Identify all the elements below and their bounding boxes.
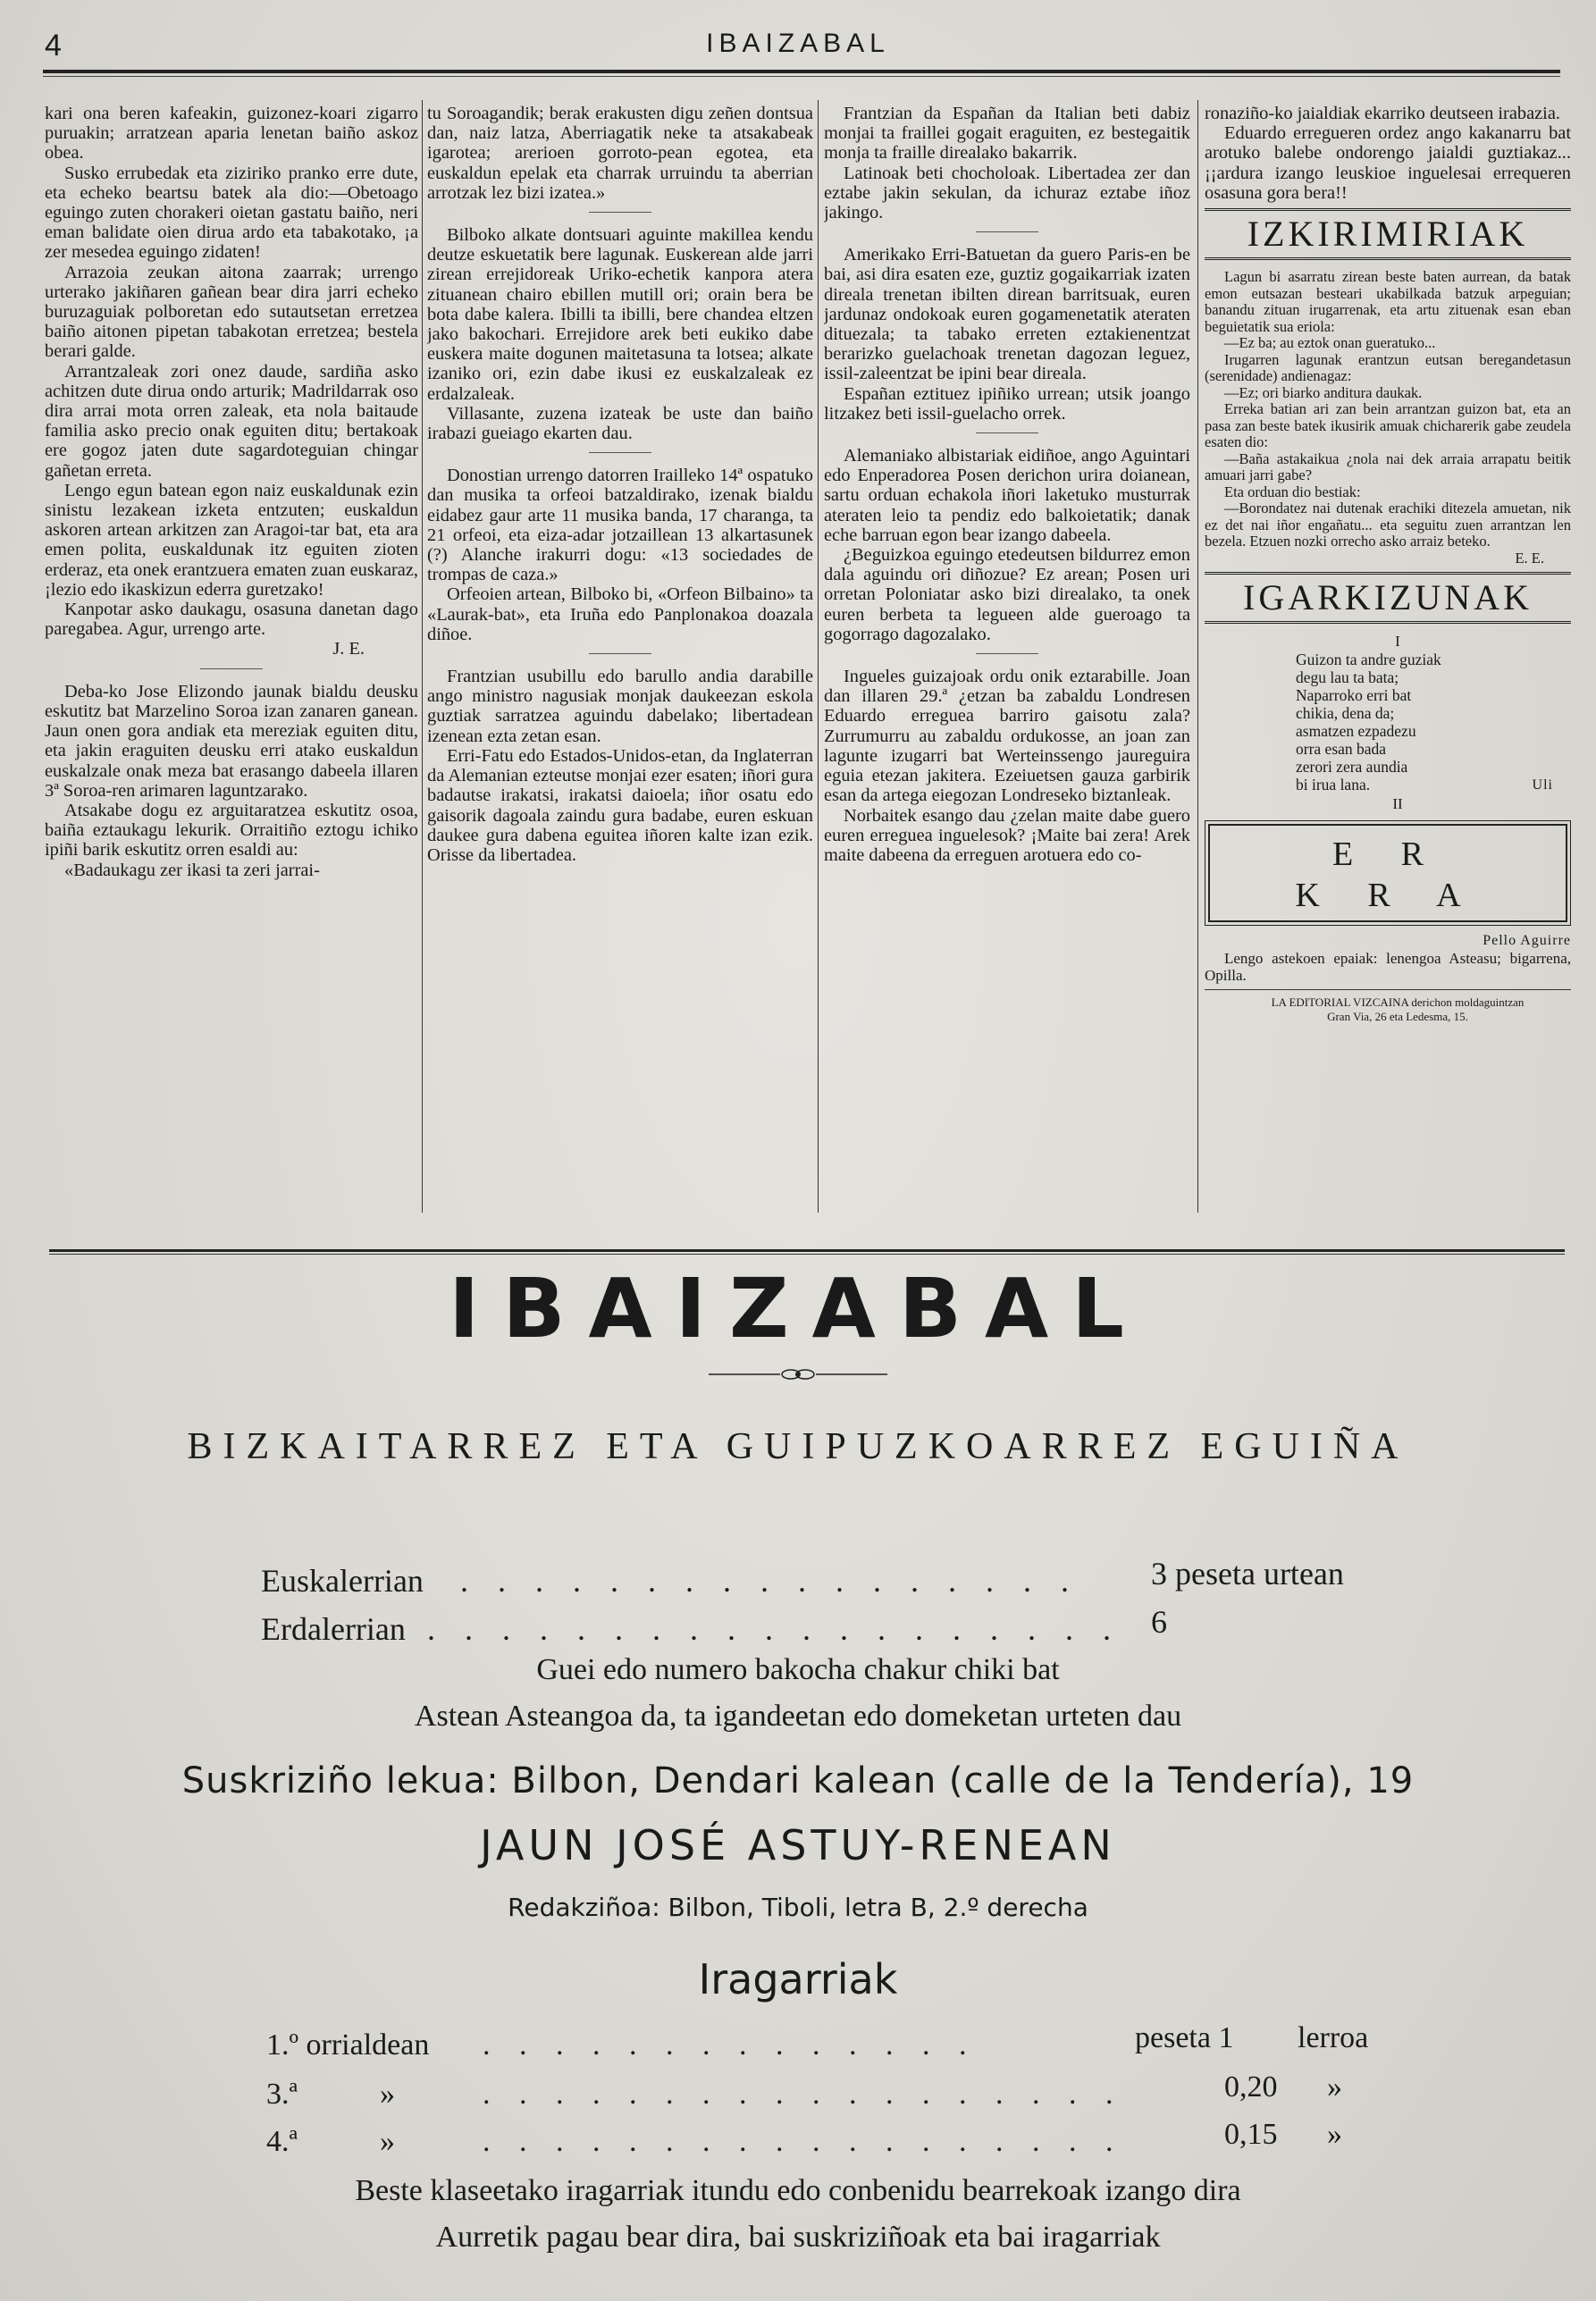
column-divider — [1197, 100, 1198, 1213]
paragraph: Arrantzaleak zori onez daude, sardiña asko achitzen dute dirua ondo arturik; Madrildarrak oso dira arrai mota orren zaleak, eta nola baitaude familia asko precio onak eguiten ditu; bertakoak ere gogoz jaten dute sagardoteguian chingar gañetan erreta. — [45, 361, 418, 481]
signature: J. E. — [332, 639, 365, 659]
paragraph: Atsakabe dogu ez arguitaratzea eskutitz osoa, baiña eztaukagu lekurik. Orraitiño eztogu ichiko ipiñi barik eskutitz orren esaldi au: — [45, 800, 418, 861]
section-rule — [49, 1249, 1565, 1255]
poem-line: degu lau ta bata; — [1296, 668, 1399, 687]
separator — [976, 653, 1038, 654]
dot-leader: . . . . . . . . . . . . . . . . . — [460, 1563, 1079, 1599]
paragraph: Irugarren lagunak erantzun eutsan beregandetasun (serenidade) andienagaz: — [1205, 350, 1571, 385]
price-place: Euskalerrian — [261, 1563, 424, 1599]
riddle-line: K R A — [1295, 877, 1481, 915]
imprint: LA EDITORIAL VIZCAINA derichon moldaguintzan — [1271, 995, 1525, 1010]
paragraph: ¿Beguizkoa eguingo etedeutsen bildurrez emon dala aguindu ori diñozue? Ez arean; Posen uri orretan Poloniatar asko bizi direalako, ta onek euren berbeta ta legueen alde gueroago ta gogorrago dagozalako. — [824, 545, 1190, 644]
ad-rate-price: 0,15 — [1224, 2118, 1278, 2151]
dot-leader: . . . . . . . . . . . . . . . . . . — [483, 2125, 1124, 2158]
paragraph: Erreka batian ari zan bein arrantzan guizon bat, eta an pasa zan beste batek ikusirik amuak chicharerik gabe zeudela esaten dio: — [1205, 400, 1571, 451]
column-4 — [1205, 104, 1571, 1207]
paragraph: tu Soroagandik; berak erakusten digu zeñen dontsua dan, naiz latza, Aberriagatik neke ta atsakabeak igarotea; arerioen gorroto-pean egotea, eta euskaldun epelak eta charrak urruindu ta aberrian arrotzak lez bizi izatea.» — [427, 104, 813, 203]
poem-line: chikia, dena da; — [1296, 704, 1395, 723]
paragraph: Frantzian da Españan da Italian beti dabiz monjai ta fraillei gogait eraguiten, ez bestegaitik monja ta fraille direalako bakarrik. — [824, 104, 1190, 164]
ornament-icon — [709, 1367, 887, 1381]
dot-leader: . . . . . . . . . . . . . . . . . . . — [427, 1611, 1121, 1647]
ad-rate-page: 4.ª — [266, 2125, 298, 2158]
paragraph: Norbaitek esango dau ¿zelan maite dabe guero euren erreguea inguelesok? ¡Maite bai zera! Arek maite dabeena da erreguen arotuera edo co- — [824, 805, 1190, 865]
paragraph: Kanpotar asko daukagu, osasuna danetan dago paregabea. Agur, urrengo arte. — [45, 600, 418, 640]
ad-rate-page: 3.ª — [266, 2078, 298, 2111]
ditto-mark: » — [1327, 2118, 1342, 2151]
header-rule — [43, 70, 1560, 77]
page-number: 4 — [45, 29, 62, 63]
separator — [589, 452, 651, 453]
riddle-number: I — [1395, 633, 1400, 651]
ads-title: Iragarriak — [698, 1955, 898, 2003]
column-divider — [422, 100, 423, 1213]
poem-line: zerori zera aundia — [1296, 758, 1408, 777]
ad-rate-page: 1.º orrialdean — [266, 2028, 430, 2062]
section-title-igarkizunak: IGARKIZUNAK — [1205, 572, 1571, 624]
price-amount: 3 peseta urtean — [1151, 1556, 1344, 1591]
signature: E. E. — [1515, 549, 1544, 567]
separator — [200, 668, 263, 669]
separator — [976, 432, 1038, 433]
redaction-address: Redakziñoa: Bilbon, Tiboli, letra B, 2.º derecha — [508, 1893, 1088, 1922]
paragraph: kari ona beren kafeakin, guizonez-koari zigarro puruakin; arratzean aparia lenetan baiño askoz obea. — [45, 104, 418, 164]
ad-rate-price: peseta 1 — [1135, 2021, 1234, 2054]
paragraph: —Ez ba; au eztok onan gueratuko... — [1224, 334, 1436, 352]
paragraph: ronaziño-ko jaialdiak ekarriko deutseen irabazia. — [1205, 104, 1560, 123]
dot-leader: . . . . . . . . . . . . . . . . . . — [483, 2078, 1124, 2111]
column-1 — [45, 104, 418, 1207]
paragraph: Alemaniako albistariak eidiñoe, ango Aguintari edo Enperadorea Posen derichon urira doianean, sartu orduan echakola iñori laketuko musturrak ateraten leio ta pendiz edo balkoietatik; danak eche barruan egon bear izango dabeela. — [824, 446, 1190, 545]
issue-price-line: Guei edo numero bakocha chakur chiki bat — [536, 1653, 1060, 1686]
price-place: Erdalerrian — [261, 1611, 406, 1647]
column-divider — [818, 100, 819, 1213]
paragraph: Orfeoien artean, Bilboko bi, «Orfeon Bilbaino» ta «Laurak-bat», eta Iruña edo Panplonakoa doazala diñoe. — [427, 584, 813, 644]
ditto-mark: » — [380, 2125, 395, 2158]
ditto-mark: » — [380, 2078, 395, 2111]
paragraph: Lengo egun batean egon naiz euskaldunak ezin sinistu lezakean izketa entzuten; euskaldun askoren artean arkitzen zan Aragoi-tar bat, eta ara emen polita, euskaldunak itz eguiten zioten erderaz, eta onek erantzuera ematen zuan euskaraz, ¡lezio edo ikaskizun ederra guretzako! — [45, 480, 418, 600]
paragraph: Villasante, zuzena izateak be uste dan baiño irabazi gueiago ekarten dau. — [427, 403, 813, 444]
imprint-address: Gran Via, 26 eta Ledesma, 15. — [1327, 1010, 1468, 1024]
paragraph: —Baña astakaikua ¿nola nai dek arraia arrapatu beitik amuari jarri gabe? — [1205, 449, 1571, 484]
masthead-title: IBAIZABAL — [449, 1261, 1147, 1356]
section-title-izkirimiriak: IZKIRIMIRIAK — [1205, 208, 1571, 260]
poem-line: asmatzen ezpadezu — [1296, 722, 1416, 741]
paragraph: Ingueles guizajoak ordu onik eztarabille. Joan dan illaren 29.ª ¿etzan ba zabaldu Londresen Eduardo erreguea barriro gaisotu zala? Zurrumurru au zabaldu ordukosse, an joan zan lagunte izugarri bat Werteinssengo jaureguira eguia etezan jakitera. Ezeiuetsen gauza garbirik esan da artega eiegozan Londreseko biztanleak. — [824, 667, 1190, 806]
paragraph: Donostian urrengo datorren Irailleko 14ª ospatuko dan musika ta orfeoi batzaldirako, izenak bialdu eidabez gaur arte 11 musika banda, 17 charanga, ta 21 orfeoi, eta eiza-adar jotzaillean 13 alkartasunek (?) Alanche irakurri dogu: «13 sociedades de trompas de caza.» — [427, 466, 813, 585]
prepay-line: Aurretik pagau bear dira, bai suskriziñoak eta bai iragarriak — [435, 2221, 1161, 2254]
paragraph: Eta orduan dio bestiak: — [1224, 483, 1361, 500]
dot-leader: . . . . . . . . . . . . . . — [483, 2028, 978, 2062]
ad-rate-unit: lerroa — [1298, 2021, 1369, 2054]
subscription-address: Suskriziño lekua: Bilbon, Dendari kalean (calle de la Tendería), 19 — [181, 1760, 1415, 1801]
paragraph: Lagun bi asarratu zirean beste baten aurrean, da batak emon eutsazan besteari ukabilkada batzuk arpeguian; banandu zituan irugarrenak, eta artu zituenak esan eban beguietatik sua eriola: — [1205, 268, 1571, 335]
answers: Lengo astekoen epaiak: lenengoa Asteasu; bigarrena, Opilla. — [1205, 950, 1571, 984]
price-amount: 6 — [1151, 1604, 1167, 1640]
paragraph: Eduardo erregueren ordez ango kakanarru bat arotuko balebe ondorengo jaialdi guztiakaz... ¡¡ardura izango leuskioe inguelesai errequeren osasuna gora bera!! — [1205, 123, 1571, 203]
poem-line: orra esan bada — [1296, 740, 1387, 759]
paragraph: «Badaukagu zer ikasi ta zeri jarrai- — [64, 860, 320, 880]
paragraph: Arrazoia zeukan aitona zaarrak; urrengo urterako jakiñaren gañean bear dira jarri echeko buruzaguiak polboretan edo sutautsetan erretzea baiño aitonen pipetan tabakotan erretzea; bestela berari galde. — [45, 262, 418, 362]
column-2 — [427, 104, 813, 1207]
paragraph: Frantzian usubillu edo barullo andia darabille ango ministro nagusiak monjak daukeezan eskola guztiak sarratzea aguindu dabelako; libertadean izenean ezta zetan esan. — [427, 667, 813, 746]
paragraph: Bilboko alkate dontsuari aguinte makillea kendu deutze eskuetatik bere lagunak. Euskerean alde jarri zirean errejidoreak Uriko-echetik kanpora atera zituanean chairo ebillen mutill ori; orain bera be bota dabe kalera. Ibilli ta ibilli, bere chandea eltzen jako bakochari. Errejidore arek beti eukiko dabe euskera maite dogunen maitetasuna ta lotsea; alkate izaniko ori, ezin dabe ikusi ez euskalzaleak ez erdalzaleak. — [427, 225, 813, 404]
poem-line: Naparroko erri bat — [1296, 686, 1412, 705]
izkirimiriak-body — [1205, 269, 1571, 567]
paragraph: Latinoak beti chocholoak. Libertadea zer dan eztabe jakin sekulan, da ichuraz eztabe iñoz jakingo. — [824, 163, 1190, 223]
separator — [976, 231, 1038, 232]
owner-name: JAUN JOSÉ ASTUY-RENEAN — [480, 1821, 1116, 1869]
masthead-subtitle: BIZKAITARREZ ETA GUIPUZKOARREZ EGUIÑA — [187, 1426, 1409, 1467]
ditto-mark: » — [1327, 2070, 1342, 2104]
poem-line: bi irua lana. — [1296, 776, 1371, 794]
separator — [1205, 989, 1571, 990]
running-title: IBAIZABAL — [706, 29, 890, 58]
column-3 — [824, 104, 1190, 1207]
other-ads-line: Beste klaseetako iragarriak itundu edo conbenidu bearrekoak izango dira — [355, 2174, 1241, 2207]
paragraph: Erri-Fatu edo Estados-Unidos-etan, da Inglaterran da Alemanian ezteutse monjai ezer esaten; iñori gura badautse irakatsi, irakatsi daioela; iñor osatu edo gaisorik dagoala zaindu gura badabe, euren eskuan daukee gura dabena eguitea iñoren kalte izan ezik. Orisse da libertadea. — [427, 745, 813, 865]
paragraph: Susko errubedak eta ziziriko pranko erre dute, eta echeko beartsu batek ala dio:—Obetoago eguingo zuten chorakeri oietan gastatu baiño, neri eman balidate oien dirua ardo eta tabakotako, ¡a zer mesedea eguingo zidaten! — [45, 163, 418, 263]
paragraph: —Borondatez nai dutenak erachiki ditezela amuetan, nik ez det nai iñor engañatu... eta seguitu zuen arrantzan len bezela. Etzuen nozki orrecho asko arraiz beteko. — [1205, 500, 1571, 550]
poem-line: Guizon ta andre guziak — [1296, 651, 1441, 669]
ad-rate-price: 0,20 — [1224, 2070, 1278, 2104]
paragraph: Deba-ko Jose Elizondo jaunak bialdu deusku eskutitz bat Marzelino Soroa izan zanaren ganean. Jaun onen gora andiak eta mereziak eguiten ditu, eta jakin eraguiten deusku erri atako euskaldun euskalzale onak meza bat erasango dabeela illaren 3ª Soroa-ren arimaren laguntzarako. — [45, 681, 418, 801]
riddle-line: E R — [1331, 836, 1444, 874]
paragraph: —Ez; ori biarko anditura daukak. — [1224, 383, 1423, 401]
separator — [589, 653, 651, 654]
paragraph: Amerikako Erri-Batuetan da guero Paris-en be bai, asi dira esaten eze, guztiz gogaikarriak izaten direala trenetan ibilten direan barritsuak, euren jardunaz ondokoak euren gogamenetatik ateraten dituezala; ta tabako erreten eztakienentzat berarizko guelachoak trenetan dagozan leguez, issil-zaleentzat be ipini bear direala. — [824, 245, 1190, 384]
riddle-box — [1208, 824, 1567, 922]
riddle-number: II — [1392, 795, 1403, 813]
riddle-author: Pello Aguirre — [1483, 933, 1571, 949]
weekly-line: Astean Asteangoa da, ta igandeetan edo domeketan urteten dau — [414, 1700, 1182, 1733]
paragraph: Españan eztituez ipiñiko urrean; utsik joango litzakez beti issil-guelacho orrek. — [824, 383, 1190, 424]
poem-author: Uli — [1532, 777, 1553, 794]
separator — [589, 212, 651, 213]
